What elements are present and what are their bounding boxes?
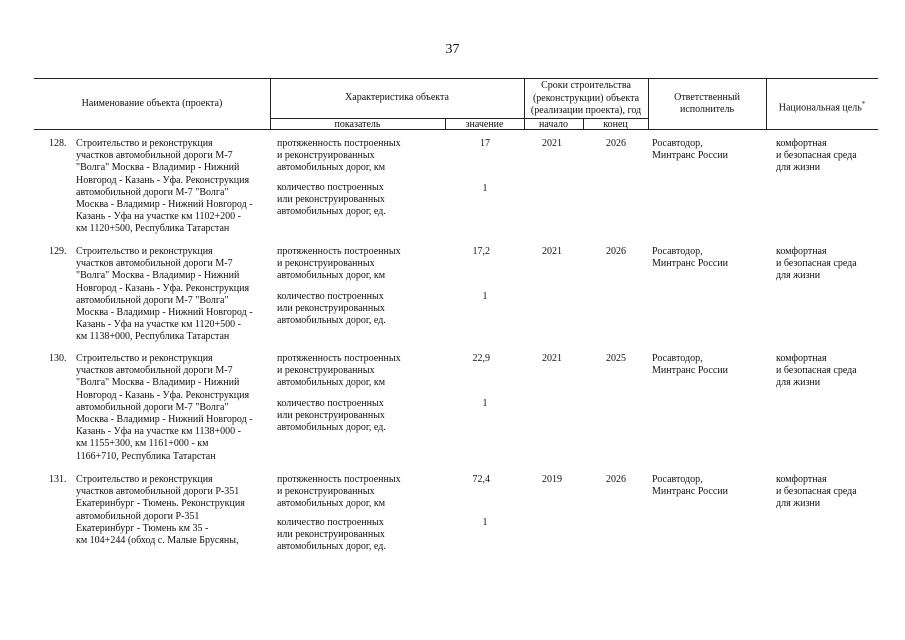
row-number: 130.: [49, 353, 67, 364]
responsible: Росавтодор, Минтранс России: [652, 246, 728, 270]
value-length: 17: [480, 138, 490, 149]
value-count: 1: [482, 183, 488, 194]
responsible: Росавтодор, Минтранс России: [652, 474, 728, 498]
indicator-count: количество построенных или реконструированных автомобильных дорог, ед.: [277, 291, 386, 327]
indicator-count: количество построенных или реконструированных автомобильных дорог, ед.: [277, 398, 386, 434]
header-end: конец: [603, 119, 628, 130]
value-count: 1: [482, 291, 488, 302]
end-year: 2026: [606, 474, 626, 485]
object-name: Строительство и реконструкция участков автомобильной дороги М-7 "Волга" Москва - Владимир - Нижний Новгород - Казань - Уфа. Реконструкция автомобильной дороги М-7 "Волга" Москва - Владимир - Нижний Новгород - Казань - Уфа на участке км 1102+200 - км 1120+500, Республика Татарстан: [76, 138, 253, 235]
value-count: 1: [482, 398, 488, 409]
header-terms: Сроки строительства (реконструкции) объекта (реализации проекта), год: [530, 80, 642, 116]
header-goal-label: Национальная цель: [778, 102, 862, 114]
start-year: 2021: [542, 353, 562, 364]
indicator-count: количество построенных или реконструированных автомобильных дорог, ед.: [277, 182, 386, 218]
indicator-length: протяженность построенных и реконструированных автомобильных дорог, км: [277, 474, 401, 510]
national-goal: комфортная и безопасная среда для жизни: [776, 138, 857, 174]
responsible: Росавтодор, Минтранс России: [652, 353, 728, 377]
value-count: 1: [482, 517, 488, 528]
value-length: 22,9: [472, 353, 490, 364]
row-number: 128.: [49, 138, 67, 149]
start-year: 2021: [542, 138, 562, 149]
header-indicator: показатель: [334, 119, 381, 130]
page-number: 37: [445, 42, 460, 57]
end-year: 2026: [606, 246, 626, 257]
end-year: 2026: [606, 138, 626, 149]
row-number: 129.: [49, 246, 67, 257]
header-value: значение: [465, 119, 504, 130]
value-length: 17,2: [472, 246, 490, 257]
start-year: 2019: [542, 474, 562, 485]
header-goal: [766, 98, 878, 114]
indicator-length: протяженность построенных и реконструированных автомобильных дорог, км: [277, 138, 401, 174]
indicator-length: протяженность построенных и реконструированных автомобильных дорог, км: [277, 246, 401, 282]
indicator-count: количество построенных или реконструированных автомобильных дорог, ед.: [277, 517, 386, 553]
national-goal: комфортная и безопасная среда для жизни: [776, 474, 857, 510]
end-year: 2025: [606, 353, 626, 364]
header-start: начало: [539, 119, 568, 130]
responsible: Росавтодор, Минтранс России: [652, 138, 728, 162]
value-length: 72,4: [472, 474, 490, 485]
object-name: Строительство и реконструкция участков автомобильной дороги М-7 "Волга" Москва - Владимир - Нижний Новгород - Казань - Уфа. Реконструкция автомобильной дороги М-7 "Волга" Москва - Владимир - Нижний Новгород - Казань - Уфа на участке км 1120+500 - км 1138+000, Республика Татарстан: [76, 246, 253, 343]
header-name: Наименование объекта (проекта): [81, 98, 223, 109]
header-characteristic: Характеристика объекта: [345, 92, 449, 103]
header-goal-footnote-mark: *: [861, 100, 866, 108]
row-number: 131.: [49, 474, 67, 485]
header-responsible: Ответственный исполнитель: [674, 92, 740, 115]
start-year: 2021: [542, 246, 562, 257]
indicator-length: протяженность построенных и реконструированных автомобильных дорог, км: [277, 353, 401, 389]
national-goal: комфортная и безопасная среда для жизни: [776, 353, 857, 389]
table-top-border: [34, 78, 878, 79]
national-goal: комфортная и безопасная среда для жизни: [776, 246, 857, 282]
object-name: Строительство и реконструкция участков автомобильной дороги Р-351 Екатеринбург - Тюмень. Реконструкция автомобильной дороги Р-351 Екатеринбург - Тюмень км 35 - км 104+244 (обход с. Малые Брусяны,: [76, 474, 245, 547]
object-name: Строительство и реконструкция участков автомобильной дороги М-7 "Волга" Москва - Владимир - Нижний Новгород - Казань - Уфа. Реконструкция автомобильной дороги М-7 "Волга" Москва - Владимир - Нижний Новгород - Казань - Уфа на участке км 1138+000 - км 1155+300, км 1161+000 - км 1166+710, Республика Татарстан: [76, 353, 253, 462]
